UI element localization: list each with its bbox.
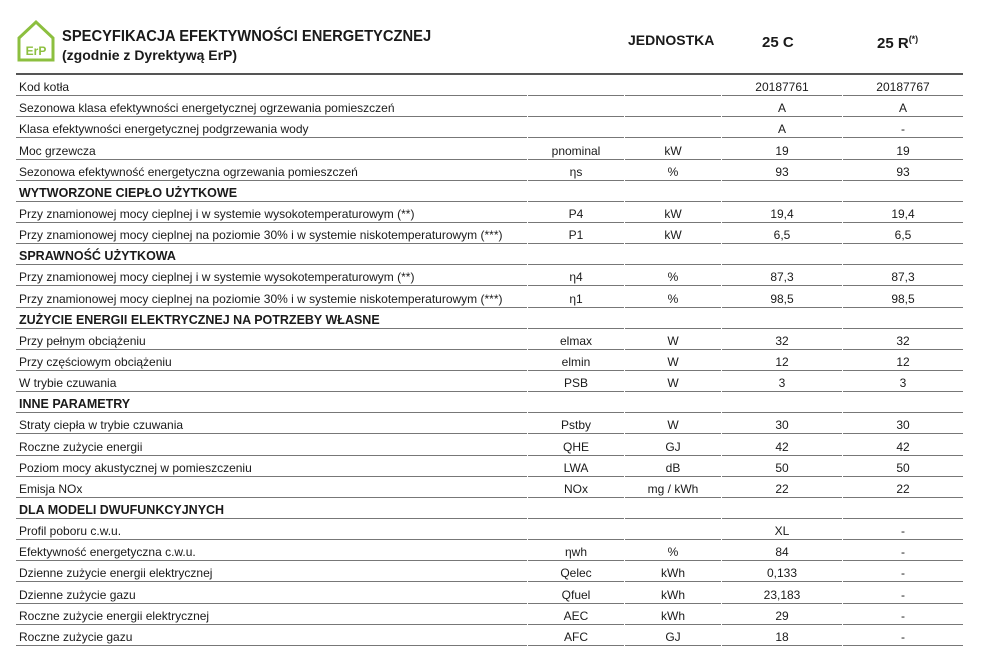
row-unit: kWh [625, 608, 721, 625]
unit-column-header: JEDNOSTKA [628, 32, 715, 48]
value-25r: 30 [843, 417, 963, 434]
value-25c: 42 [722, 439, 842, 456]
value-25r: - [843, 121, 963, 138]
row-symbol: elmin [528, 354, 624, 371]
value-25c: 19,4 [722, 206, 842, 223]
table-row [16, 160, 963, 181]
row-symbol [528, 79, 624, 96]
value-25c: 20187761 [722, 79, 842, 96]
empty-cell [843, 185, 963, 202]
row-label: Roczne zużycie energii elektrycznej [16, 608, 527, 625]
empty-cell [528, 248, 624, 265]
value-25c: 98,5 [722, 291, 842, 308]
empty-cell [528, 502, 624, 519]
value-25r: 93 [843, 164, 963, 181]
value-25r: 12 [843, 354, 963, 371]
document-subtitle: (zgodnie z Dyrektywą ErP) [62, 47, 238, 63]
table-row [16, 519, 963, 540]
row-label: Przy znamionowej mocy cieplnej i w systemie wysokotemperaturowym (**) [16, 269, 527, 286]
row-unit: GJ [625, 629, 721, 646]
empty-cell [722, 185, 842, 202]
table-row [16, 604, 963, 625]
row-symbol [528, 121, 624, 138]
value-25c: 18 [722, 629, 842, 646]
value-25r: 32 [843, 333, 963, 350]
row-label: Efektywność energetyczna c.w.u. [16, 544, 527, 561]
table-row [16, 286, 963, 307]
row-unit: % [625, 269, 721, 286]
empty-cell [722, 248, 842, 265]
table-row [16, 75, 963, 96]
document-title: SPECYFIKACJA EFEKTYWNOŚCI ENERGETYCZNEJ [62, 28, 432, 45]
row-symbol [528, 100, 624, 117]
section-heading: INNE PARAMETRY [16, 396, 527, 413]
row-symbol: ηs [528, 164, 624, 181]
row-label: Profil poboru c.w.u. [16, 523, 527, 540]
row-label: Przy częściowym obciążeniu [16, 354, 527, 371]
value-25r: 6,5 [843, 227, 963, 244]
row-label: Przy pełnym obciążeniu [16, 333, 527, 350]
row-unit: % [625, 164, 721, 181]
row-unit [625, 121, 721, 138]
section-heading-row [16, 392, 963, 413]
value-25r: - [843, 629, 963, 646]
row-unit [625, 100, 721, 117]
row-unit: kW [625, 227, 721, 244]
empty-cell [843, 502, 963, 519]
value-25c: 6,5 [722, 227, 842, 244]
empty-cell [843, 396, 963, 413]
value-25r: 19,4 [843, 206, 963, 223]
section-heading: SPRAWNOŚĆ UŻYTKOWA [16, 248, 527, 265]
value-25r: - [843, 544, 963, 561]
row-symbol: NOx [528, 481, 624, 498]
empty-cell [722, 312, 842, 329]
value-25c: XL [722, 523, 842, 540]
row-symbol: P1 [528, 227, 624, 244]
row-unit [625, 523, 721, 540]
row-unit: % [625, 291, 721, 308]
empty-cell [625, 502, 721, 519]
section-heading: DLA MODELI DWUFUNKCYJNYCH [16, 502, 527, 519]
table-row [16, 223, 963, 244]
row-unit: W [625, 354, 721, 371]
row-label: Dzienne zużycie energii elektrycznej [16, 565, 527, 582]
table-row [16, 625, 963, 646]
table-row [16, 540, 963, 561]
table-row [16, 329, 963, 350]
spec-table [16, 73, 963, 646]
empty-cell [528, 185, 624, 202]
row-label: Przy znamionowej mocy cieplnej na poziomie 30% i w systemie niskotemperaturowym (***) [16, 291, 527, 308]
value-25r: - [843, 523, 963, 540]
value-25c: 50 [722, 460, 842, 477]
value-25r: - [843, 608, 963, 625]
row-symbol: AFC [528, 629, 624, 646]
model-25r-header [877, 34, 918, 52]
value-25r: 20187767 [843, 79, 963, 96]
table-row [16, 96, 963, 117]
row-unit: % [625, 544, 721, 561]
value-25c: A [722, 121, 842, 138]
value-25r: 22 [843, 481, 963, 498]
empty-cell [625, 185, 721, 202]
row-label: Poziom mocy akustycznej w pomieszczeniu [16, 460, 527, 477]
value-25r: 3 [843, 375, 963, 392]
value-25c: 19 [722, 143, 842, 160]
logo-text: ErP [25, 44, 47, 58]
row-symbol: η4 [528, 269, 624, 286]
model-25r-label: 25 R [877, 35, 909, 52]
table-row [16, 413, 963, 434]
model-25c-header: 25 C [762, 34, 794, 51]
table-row [16, 561, 963, 582]
value-25r: 42 [843, 439, 963, 456]
value-25c: 22 [722, 481, 842, 498]
table-row [16, 202, 963, 223]
row-symbol: Qelec [528, 565, 624, 582]
section-heading-row [16, 244, 963, 265]
row-symbol: pnominal [528, 143, 624, 160]
value-25c: 29 [722, 608, 842, 625]
table-row [16, 117, 963, 138]
value-25r: 87,3 [843, 269, 963, 286]
row-label: Roczne zużycie gazu [16, 629, 527, 646]
table-row [16, 265, 963, 286]
row-label: Przy znamionowej mocy cieplnej na poziomie 30% i w systemie niskotemperaturowym (***) [16, 227, 527, 244]
row-symbol: ηwh [528, 544, 624, 561]
value-25c: 30 [722, 417, 842, 434]
row-unit: W [625, 333, 721, 350]
value-25c: 87,3 [722, 269, 842, 286]
empty-cell [625, 396, 721, 413]
row-symbol: η1 [528, 291, 624, 308]
empty-cell [722, 502, 842, 519]
row-label: Dzienne zużycie gazu [16, 587, 527, 604]
value-25c: 32 [722, 333, 842, 350]
row-symbol: QHE [528, 439, 624, 456]
row-symbol: elmax [528, 333, 624, 350]
empty-cell [843, 248, 963, 265]
row-label: Emisja NOx [16, 481, 527, 498]
value-25c: 3 [722, 375, 842, 392]
empty-cell [625, 248, 721, 265]
table-row [16, 371, 963, 392]
empty-cell [722, 396, 842, 413]
row-label: W trybie czuwania [16, 375, 527, 392]
row-label: Przy znamionowej mocy cieplnej i w systemie wysokotemperaturowym (**) [16, 206, 527, 223]
value-25r: 19 [843, 143, 963, 160]
section-heading-row [16, 308, 963, 329]
empty-cell [528, 312, 624, 329]
value-25r: A [843, 100, 963, 117]
value-25r: - [843, 587, 963, 604]
row-symbol: PSB [528, 375, 624, 392]
row-symbol: Pstby [528, 417, 624, 434]
row-unit: kWh [625, 587, 721, 604]
row-unit: kWh [625, 565, 721, 582]
row-unit: kW [625, 143, 721, 160]
table-row [16, 477, 963, 498]
section-heading-row [16, 181, 963, 202]
section-heading: WYTWORZONE CIEPŁO UŻYTKOWE [16, 185, 527, 202]
row-label: Straty ciepła w trybie czuwania [16, 417, 527, 434]
table-row [16, 350, 963, 371]
row-label: Kod kotła [16, 79, 527, 96]
row-symbol: Qfuel [528, 587, 624, 604]
section-heading-row [16, 498, 963, 519]
empty-cell [625, 312, 721, 329]
row-label: Roczne zużycie energii [16, 439, 527, 456]
value-25c: 23,183 [722, 587, 842, 604]
row-label: Sezonowa klasa efektywności energetycznej ogrzewania pomieszczeń [16, 100, 527, 117]
table-row [16, 582, 963, 603]
empty-cell [843, 312, 963, 329]
value-25c: A [722, 100, 842, 117]
value-25r: 98,5 [843, 291, 963, 308]
row-unit: W [625, 375, 721, 392]
row-unit: W [625, 417, 721, 434]
row-label: Moc grzewcza [16, 143, 527, 160]
value-25c: 0,133 [722, 565, 842, 582]
model-25r-footnote: (*) [908, 34, 919, 44]
table-row [16, 456, 963, 477]
row-label: Klasa efektywności energetycznej podgrzewania wody [16, 121, 527, 138]
row-symbol: P4 [528, 206, 624, 223]
row-symbol: LWA [528, 460, 624, 477]
erp-logo-icon [16, 18, 56, 63]
row-symbol [528, 523, 624, 540]
table-row [16, 434, 963, 455]
value-25c: 93 [722, 164, 842, 181]
empty-cell [528, 396, 624, 413]
row-unit: GJ [625, 439, 721, 456]
value-25r: - [843, 565, 963, 582]
row-unit: kW [625, 206, 721, 223]
row-unit: mg / kWh [625, 481, 721, 498]
table-row [16, 138, 963, 159]
section-heading: ZUŻYCIE ENERGII ELEKTRYCZNEJ NA POTRZEBY WŁASNE [16, 312, 527, 329]
row-unit [625, 79, 721, 96]
value-25r: 50 [843, 460, 963, 477]
row-unit: dB [625, 460, 721, 477]
row-label: Sezonowa efektywność energetyczna ogrzewania pomieszczeń [16, 164, 527, 181]
value-25c: 12 [722, 354, 842, 371]
value-25c: 84 [722, 544, 842, 561]
row-symbol: AEC [528, 608, 624, 625]
